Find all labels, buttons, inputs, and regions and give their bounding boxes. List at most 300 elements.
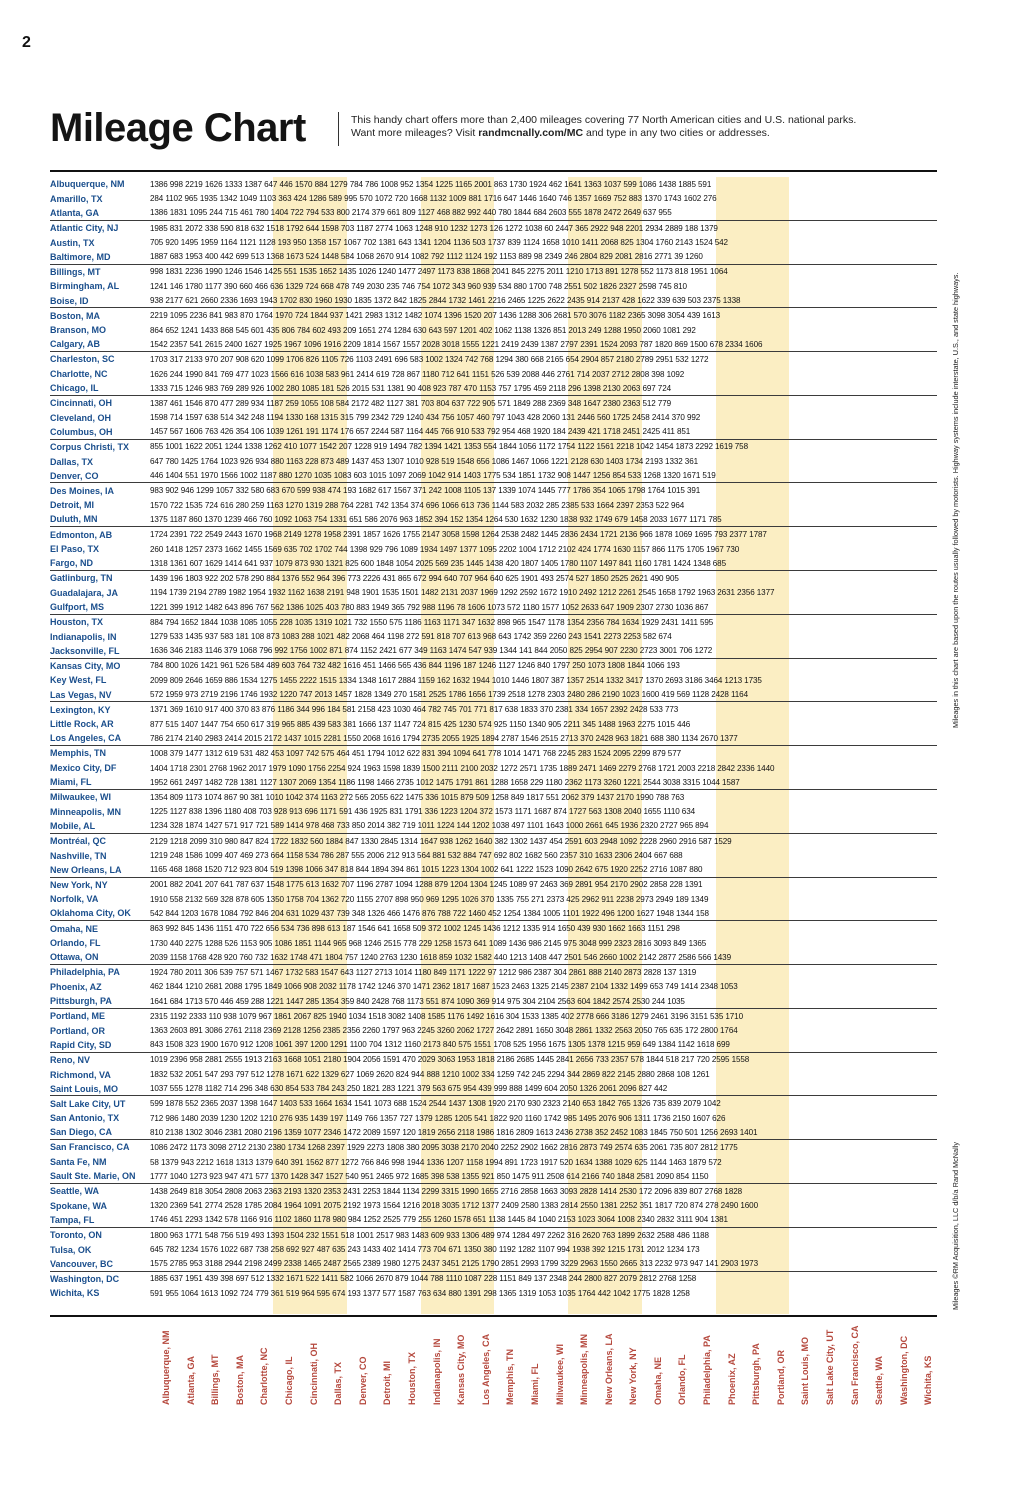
column-header (322, 1320, 344, 1405)
row-mileages: 1019 2396 958 2881 2555 1913 2163 1668 1051 2180 1904 2056 1591 470 2029 3063 1953 1818 2186 2685 1445 2841 2656 733 2357 578 1844 518 217 720 2595 1558 (150, 1055, 750, 1065)
page-title: Mileage Chart (50, 106, 306, 150)
row-city-label: Des Moines, IA (50, 485, 115, 496)
table-row (50, 425, 937, 440)
row-city-label: Denver, CO (50, 470, 99, 481)
table-row (50, 834, 937, 849)
row-city-label: Oklahoma City, OK (50, 908, 131, 919)
table-row (50, 863, 937, 878)
table-row (50, 1199, 937, 1214)
column-header (568, 1320, 590, 1405)
table-row (50, 1009, 937, 1024)
table-row (50, 294, 937, 309)
row-mileages: 1404 1718 2301 2768 1962 2017 1979 1090 1756 2254 924 1963 1598 1839 1500 2111 2100 2032 1272 2571 1735 1889 2471 1469 2279 2768 1721 2003 2218 2842 2336 1440 (150, 763, 775, 773)
row-city-label: Albuquerque, NM (50, 179, 125, 190)
column-header (224, 1320, 245, 1405)
row-city-label: Calgary, AB (50, 339, 101, 350)
row-city-label: Wichita, KS (50, 1288, 100, 1299)
row-mileages: 1386 1831 1095 244 715 461 780 1404 722 794 533 800 2174 379 661 809 1127 468 882 992 440 780 1844 684 2603 555 1878 2472 2649 637 955 (150, 208, 672, 218)
column-header (642, 1320, 663, 1405)
table-row (50, 921, 937, 936)
row-mileages: 1746 451 2293 1342 578 1166 916 1102 1860 1178 980 984 1252 2525 779 255 1260 1578 651 1138 1445 84 1040 2153 1023 3064 1008 2340 2832 3111 904 1381 (150, 1215, 728, 1225)
row-mileages: 260 1418 1257 2373 1662 1455 1569 635 702 1702 744 1398 929 796 1089 1934 1497 1377 1095 2202 1004 1712 2102 424 1774 1630 1157 866 1175 1705 1967 730 (150, 544, 740, 554)
row-city-label: Guadalajara, JA (50, 587, 119, 598)
row-mileages: 2219 1095 2236 841 983 870 1764 1970 724 1844 937 1421 2983 1312 1482 1074 1396 1520 207 1436 1288 306 2681 570 3076 1182 2365 3098 3054 439 1613 (150, 311, 721, 321)
row-city-label: Mobile, AL (50, 820, 96, 831)
row-mileages: 1832 532 2051 547 293 797 512 1278 1671 622 1329 627 1069 2620 824 944 888 1210 1002 334 1259 742 245 2294 344 2869 822 2145 2880 2868 108 1261 (150, 1070, 710, 1080)
row-city-label: Washington, DC (50, 1273, 120, 1284)
row-mileages: 1165 468 1868 1520 712 923 804 519 1398 1066 347 818 844 1894 394 861 1015 1223 1304 1002 641 1222 1523 1090 2642 675 1920 2252 2716 1087 880 (150, 865, 703, 875)
row-mileages: 863 992 845 1436 1151 470 722 656 534 736 898 613 187 1546 641 1658 509 372 1002 1245 1436 1212 1335 914 1650 439 930 1662 1663 1151 298 (150, 924, 680, 934)
row-mileages: 1777 1040 1273 923 947 471 577 1370 1428 347 1527 540 951 2465 972 1685 398 538 1355 921 850 1475 911 2508 614 2166 740 1848 2581 2090 854 1150 (150, 1171, 709, 1181)
row-city-label: Richmond, VA (50, 1069, 111, 1080)
column-header (248, 1320, 270, 1405)
row-mileages: 1626 244 1990 841 769 477 1023 1566 616 1038 583 961 2414 619 728 867 1180 712 641 1151 526 539 2088 446 2761 714 2037 2712 2808 398 1092 (150, 369, 685, 379)
row-city-label: Billings, MT (50, 266, 101, 277)
row-city-label: New York, NY (50, 879, 108, 890)
row-city-label: Omaha, NE (50, 923, 99, 934)
side-note (941, 188, 960, 728)
table-row (50, 498, 937, 513)
column-header (789, 1320, 811, 1405)
table-row (50, 221, 937, 236)
row-city-label: Portland, ME (50, 1011, 106, 1022)
row-city-label: Dallas, TX (50, 456, 94, 467)
row-mileages: 1241 146 1780 1177 390 660 466 636 1329 724 668 478 749 2030 235 746 754 1072 343 960 939 534 880 1700 748 2551 502 1826 2327 2598 745 810 (150, 281, 687, 291)
column-header (470, 1320, 491, 1405)
table-row (50, 600, 937, 615)
column-header (371, 1320, 393, 1405)
table-row (50, 440, 937, 455)
row-city-label: Cleveland, OH (50, 412, 112, 423)
column-header-text: San Francisco, CA (849, 1325, 860, 1405)
row-city-label: Philadelphia, PA (50, 967, 120, 978)
table-row (50, 965, 937, 980)
table-row (50, 892, 937, 907)
table-row (50, 673, 937, 688)
table-row (50, 469, 937, 484)
column-header-text: Miami, FL (529, 1363, 540, 1405)
table-row (50, 980, 937, 995)
row-city-label: Miami, FL (50, 777, 92, 788)
table-row (50, 1272, 937, 1287)
column-header-text: Denver, CO (357, 1356, 368, 1405)
table-row (50, 1155, 937, 1170)
table-row (50, 702, 937, 717)
row-city-label: Nashville, TN (50, 850, 107, 861)
row-mileages: 1221 399 1912 1482 643 896 767 562 1386 1025 403 780 883 1949 365 792 988 1196 78 1606 1073 572 1180 1577 1052 2633 647 1909 2307 2730 1036 867 (150, 602, 709, 612)
column-header-text: Atlanta, GA (185, 1355, 196, 1405)
row-mileages: 1924 780 2011 306 539 757 571 1467 1732 583 1547 643 1127 2713 1014 1180 849 1171 1222 97 1212 986 2387 304 2861 888 2140 2873 2828 137 1319 (150, 967, 697, 977)
row-city-label: San Antonio, TX (50, 1113, 120, 1124)
table-row (50, 586, 937, 601)
table-row (50, 177, 937, 192)
row-mileages: 1387 461 1546 870 477 289 934 1187 259 1055 108 584 2172 482 1127 381 703 804 637 722 905 571 1849 288 2369 348 1647 2380 2363 512 779 (150, 398, 672, 408)
row-mileages: 712 986 1480 2039 1230 1202 1210 276 935 1439 197 1149 766 1357 727 1379 1285 1205 541 1822 920 1160 1742 985 1495 2076 906 1311 1736 2150 1607 626 (150, 1113, 726, 1123)
table-row (50, 907, 937, 922)
table-row (50, 1067, 937, 1082)
table-row (50, 644, 937, 659)
row-mileages: 1320 2369 541 2774 2528 1785 2084 1964 1091 2075 2192 1973 1564 1216 2018 3035 1712 1377 2409 2580 1383 2814 2550 1381 2252 351 1817 720 874 278 2490 1600 (150, 1201, 758, 1211)
row-city-label: Orlando, FL (50, 938, 101, 949)
row-mileages: 1570 722 1535 724 616 280 259 1163 1270 1319 288 764 2281 742 1354 374 696 1066 613 736 1144 583 2032 285 2385 533 1664 2397 2353 522 964 (150, 500, 685, 510)
row-mileages: 542 844 1203 1678 1084 792 846 204 631 1029 437 739 348 1326 466 1476 876 788 722 1460 452 1254 1384 1005 1101 1922 496 1200 1627 1948 1344 158 (150, 908, 709, 918)
row-city-label: Las Vegas, NV (50, 689, 112, 700)
row-mileages: 1386 998 2219 1626 1333 1387 647 446 1570 884 1279 784 786 1008 952 1354 1225 1165 2001 863 1730 1924 462 1641 1363 1037 599 1086 1438 1885 591 (150, 179, 712, 189)
row-city-label: Spokane, WA (50, 1200, 108, 1211)
table-row (50, 790, 937, 805)
table-row (50, 819, 937, 834)
intro-line-1: This handy chart offers more than 2,400 mileages covering 77 North American cities and U.S. national parks. (351, 114, 857, 126)
column-header-text: Washington, DC (898, 1335, 909, 1405)
column-header-text: Cincinnati, OH (308, 1342, 319, 1405)
row-city-label: Cincinnati, OH (50, 398, 113, 409)
row-city-label: Houston, TX (50, 617, 103, 628)
row-city-label: Memphis, TN (50, 748, 107, 759)
column-header (421, 1320, 442, 1405)
table-row (50, 483, 937, 498)
column-header (298, 1320, 319, 1405)
row-mileages: 1703 317 2133 970 207 908 620 1099 1706 826 1105 726 1103 2491 696 583 1002 1324 742 768 1294 380 668 2165 654 2904 857 2180 2789 2951 532 1272 (150, 354, 709, 364)
table-row (50, 1096, 937, 1111)
website-link[interactable]: randmcnally.com/MC (478, 127, 584, 139)
row-city-label: Edmonton, AB (50, 529, 113, 540)
row-mileages: 938 2177 621 2660 2336 1693 1943 1702 830 1960 1930 1835 1372 842 1825 2844 1732 1461 2216 2465 1225 2622 2435 914 2137 428 1622 339 639 503 2375 1338 (150, 296, 741, 306)
title-divider (338, 112, 339, 146)
column-header (273, 1320, 294, 1405)
row-mileages: 1225 1127 838 1396 1180 408 703 928 913 696 1171 591 436 1925 831 1791 336 1223 1204 372 1573 1171 1687 874 1727 563 1308 2040 1655 1110 634 (150, 807, 696, 817)
row-city-label: Key West, FL (50, 675, 107, 686)
row-mileages: 1333 715 1246 983 769 289 926 1002 280 1085 181 526 2015 531 1381 90 408 923 787 470 1153 757 1795 459 2118 296 1398 2130 2063 697 724 (150, 383, 672, 393)
column-header (175, 1320, 196, 1405)
row-mileages: 1800 963 1771 548 756 519 493 1393 1504 232 1551 518 1001 2517 983 1483 609 933 1306 489 974 1284 497 2262 316 2620 763 1899 2632 2588 486 1188 (150, 1230, 709, 1240)
row-city-label: Tulsa, OK (50, 1244, 92, 1255)
row-city-label: Pittsburgh, PA (50, 996, 112, 1007)
row-city-label: Baltimore, MD (50, 251, 111, 262)
table-row (50, 556, 937, 571)
row-mileages: 1008 379 1477 1312 619 531 482 453 1097 742 575 464 451 1794 1012 622 831 394 1094 641 778 1014 1471 768 2245 283 1524 2095 2299 879 577 (150, 748, 682, 758)
row-mileages: 1375 1187 860 1370 1239 466 760 1092 1063 754 1331 651 586 2076 963 1852 394 152 1354 1264 530 1632 1230 1838 932 1749 679 1458 2033 1677 1171 785 (150, 514, 722, 524)
table-row (50, 381, 937, 396)
table-row (50, 994, 937, 1009)
row-city-label: Duluth, MN (50, 514, 98, 525)
row-city-label: Ottawa, ON (50, 952, 99, 963)
row-city-label: Boise, ID (50, 295, 89, 306)
row-city-label: Boston, MA (50, 310, 100, 321)
table-row (50, 338, 937, 353)
row-mileages: 572 1959 973 2719 2196 1746 1932 1220 747 2013 1457 1828 1349 270 1581 2525 1786 1656 1739 2518 1278 2303 2480 286 2190 1023 1600 419 569 1128 2428 1164 (150, 690, 748, 700)
row-city-label: Rapid City, SD (50, 1039, 112, 1050)
column-header-text: Seattle, WA (874, 1355, 885, 1405)
table-row (50, 1023, 937, 1038)
column-header-text: Minneapolis, MN (579, 1333, 590, 1405)
row-mileages: 1371 369 1610 917 400 370 83 876 1186 344 996 184 581 2158 423 1030 464 782 745 701 771 817 638 1833 370 2381 334 1657 2392 2428 533 773 (150, 705, 679, 715)
table-row (50, 265, 937, 280)
row-mileages: 446 1404 551 1970 1566 1002 1187 880 1270 1035 1083 603 1015 1097 2069 1042 914 1403 1775 534 1851 1732 908 1447 1256 854 533 1268 1320 1671 519 (150, 471, 716, 481)
column-header (494, 1320, 516, 1405)
row-city-label: Columbus, OH (50, 426, 113, 437)
row-mileages: 1952 661 2497 1482 728 1381 1127 1307 2069 1354 1186 1198 1466 2735 1012 1475 1791 861 1288 1658 229 1180 2362 1173 3260 1221 2544 3038 3315 1044 1587 (150, 777, 740, 787)
bottom-rule (50, 1315, 937, 1317)
table-row (50, 1242, 937, 1257)
row-mileages: 1439 196 1803 922 202 578 290 884 1376 552 964 396 773 2226 431 865 672 994 640 707 964 640 625 1901 493 2574 527 1850 2525 2621 490 905 (150, 573, 679, 583)
column-header-text: Kansas City, MO (456, 1334, 467, 1405)
row-mileages: 2099 809 2646 1659 886 1534 1275 1455 2222 1515 1334 1348 1617 2884 1159 162 1632 1944 1010 1446 1807 387 1357 2514 1332 3417 1370 2693 3186 3464 1213 1735 (150, 675, 762, 685)
column-header (839, 1320, 860, 1405)
row-city-label: Austin, TX (50, 237, 95, 248)
table-row (50, 746, 937, 761)
row-city-label: New Orleans, LA (50, 864, 122, 875)
column-header (199, 1320, 221, 1405)
row-mileages: 1086 2472 1173 3098 2712 2130 2380 1734 1268 2397 1929 2273 1808 380 2095 3038 2170 2040 2252 2902 1662 2816 2873 749 2574 635 2061 735 807 2812 1775 (150, 1142, 738, 1152)
column-header-text: Los Angeles, CA (480, 1333, 491, 1405)
row-mileages: 647 780 1425 1764 1023 926 934 880 1163 228 873 489 1437 453 1307 1010 928 519 1548 656 1086 1467 1066 1221 2128 630 1403 1734 2193 1332 361 (150, 457, 699, 467)
row-mileages: 1885 637 1951 439 398 697 512 1332 1671 522 1411 582 1066 2670 879 1044 788 1110 1087 228 1151 849 137 2348 244 2800 827 2079 2812 2768 1258 (150, 1274, 697, 1284)
row-city-label: Reno, NV (50, 1054, 91, 1065)
row-mileages: 645 782 1234 1576 1022 687 738 258 692 927 487 635 243 1433 402 1414 773 704 671 1350 380 1192 1282 1107 994 1938 392 1215 1731 2012 1234 173 (150, 1245, 700, 1255)
table-row (50, 717, 937, 732)
row-city-label: Norfolk, VA (50, 894, 99, 905)
row-city-label: Lexington, KY (50, 704, 111, 715)
intro-text (351, 114, 931, 140)
row-mileages: 2001 882 2041 207 641 787 637 1548 1775 613 1632 707 1196 2787 1094 1288 879 1204 1304 1245 1089 97 2463 369 2891 954 2170 2902 2858 228 1391 (150, 880, 703, 890)
column-header (617, 1320, 639, 1405)
row-city-label: Amarillo, TX (50, 193, 103, 204)
column-header (740, 1320, 762, 1405)
row-mileages: 1279 533 1435 937 583 181 108 873 1083 288 1021 482 2068 464 1198 272 591 818 707 613 968 643 1742 359 2260 243 1541 2273 2253 582 674 (150, 632, 672, 642)
copyright-text: Mileages ©RM Acquisition, LLC d/b/a Rand McNally (951, 1141, 960, 1310)
row-mileages: 1636 346 2183 1146 379 1068 796 992 1756 1002 871 874 1152 2421 677 349 1163 1474 547 939 1344 141 844 2050 825 2954 907 2230 2723 3001 706 1272 (150, 646, 713, 656)
table-row (50, 878, 937, 893)
row-city-label: Milwaukee, WI (50, 792, 112, 803)
row-mileages: 1542 2357 541 2615 2400 1627 1925 1967 1096 1916 2209 1814 1567 1557 2028 3018 1555 1221 2419 2439 1387 2797 2391 1524 2093 787 1820 869 1500 678 2334 1606 (150, 339, 763, 349)
row-city-label: Saint Louis, MO (50, 1083, 119, 1094)
top-rule (50, 170, 937, 172)
table-row (50, 411, 937, 426)
row-city-label: Portland, OR (50, 1025, 106, 1036)
column-header (593, 1320, 614, 1405)
row-mileages: 1641 684 1713 570 446 459 288 1221 1447 285 1354 359 840 2428 768 1173 551 874 1090 369 914 975 304 2104 2563 604 1842 2574 2530 244 1035 (150, 996, 685, 1006)
row-city-label: El Paso, TX (50, 544, 100, 555)
table-row (50, 936, 937, 951)
column-header (445, 1320, 467, 1405)
column-header-text: Indianapolis, IN (431, 1338, 442, 1405)
column-header-text: Boston, MA (234, 1355, 245, 1405)
row-city-label: Chicago, IL (50, 383, 99, 394)
table-row (50, 396, 937, 411)
column-header-text: Milwaukee, WI (554, 1343, 565, 1405)
table-row (50, 250, 937, 265)
row-mileages: 1234 328 1874 1427 571 917 721 589 1414 978 468 733 850 2014 382 719 1011 1224 144 1202 1038 497 1101 1643 1000 2661 645 1936 2320 2727 965 894 (150, 821, 709, 831)
row-mileages: 591 955 1064 1613 1092 724 779 361 519 964 595 674 193 1377 577 1587 763 634 880 1391 298 1365 1319 1053 1035 1764 442 1042 1775 1828 1258 (150, 1288, 690, 1298)
column-header (396, 1320, 417, 1405)
row-mileages: 1318 1361 607 1629 1414 641 937 1079 873 930 1321 825 600 1848 1054 2025 569 235 1445 1438 420 1807 1405 1780 1107 1497 841 1160 1781 1424 1348 685 (150, 558, 726, 568)
row-mileages: 1887 683 1953 400 442 699 513 1368 1673 524 1448 584 1068 2670 914 1082 792 1112 1124 192 1153 889 98 2349 246 2804 829 2081 2816 2771 39 1260 (150, 252, 703, 262)
column-header-text: New Orleans, LA (603, 1333, 614, 1405)
row-city-label: Jacksonville, FL (50, 645, 120, 656)
row-mileages: 1598 714 1597 638 514 342 248 1194 1330 168 1315 315 799 2342 729 1240 434 756 1057 460 797 1043 428 2060 131 2446 560 1725 2458 2414 370 992 (150, 413, 701, 423)
column-header-text: New York, NY (628, 1347, 639, 1405)
table-row (50, 1140, 937, 1155)
column-header-text: Houston, TX (406, 1352, 417, 1405)
intro-line-2-end: and type in any two cities or addresses. (583, 127, 770, 139)
row-mileages: 983 902 946 1299 1057 332 580 683 670 599 938 474 193 1682 617 1567 371 242 1008 1105 137 1339 1074 1445 777 1786 354 1065 1798 1764 1015 391 (150, 486, 701, 496)
row-city-label: Birmingham, AL (50, 281, 120, 292)
row-city-label: Minneapolis, MN (50, 806, 122, 817)
intro-line-2-start: Want more mileages? Visit (351, 127, 479, 139)
row-city-label: Mexico City, DF (50, 763, 117, 774)
column-header (666, 1320, 688, 1405)
side-note-text: Mileages in this chart are based upon the routes usually followed by motorists. Highway systems include interstate, U.S., and state highways. (951, 272, 960, 728)
row-city-label: Gulfport, MS (50, 602, 104, 613)
table-row (50, 571, 937, 586)
row-city-label: Toronto, ON (50, 1230, 102, 1241)
table-row (50, 1257, 937, 1272)
column-headers (150, 1320, 937, 1405)
column-header (765, 1320, 786, 1405)
column-header-text: Portland, OR (775, 1349, 786, 1405)
row-mileages: 2315 1192 2333 110 938 1079 967 1861 2067 825 1940 1034 1518 3082 1408 1585 1176 1492 1616 304 1533 1385 402 2778 666 3186 1279 2461 3196 3151 535 1710 (150, 1011, 743, 1021)
table-row (50, 659, 937, 674)
row-city-label: Charlotte, NC (50, 369, 108, 380)
table-row (50, 629, 937, 644)
column-header (912, 1320, 934, 1405)
row-city-label: San Francisco, CA (50, 1142, 130, 1153)
column-header-text: Phoenix, AZ (726, 1353, 737, 1405)
row-mileages: 877 515 1407 1447 754 650 617 319 965 885 439 583 381 1666 137 1147 724 815 425 1230 574 925 1150 1340 905 2211 345 1488 1963 2275 1015 446 (150, 719, 691, 729)
row-city-label: Phoenix, AZ (50, 981, 102, 992)
row-city-label: Little Rock, AR (50, 719, 114, 730)
table-row (50, 1053, 937, 1068)
table-row (50, 367, 937, 382)
row-mileages: 1219 248 1586 1099 407 469 273 664 1158 534 786 287 555 2006 212 913 564 881 532 884 747 692 802 1682 560 2357 310 1633 2306 2404 667 688 (150, 851, 683, 861)
column-header (347, 1320, 368, 1405)
page-number: 2 (22, 34, 31, 51)
row-mileages: 284 1102 965 1935 1342 1049 1103 363 424 1286 589 995 570 1072 720 1668 1132 1009 881 1716 647 1446 1640 746 1357 1669 752 883 1370 1743 1602 276 (150, 194, 717, 204)
row-city-label: Santa Fe, NM (50, 1157, 107, 1168)
row-mileages: 855 1001 1622 2051 1244 1338 1262 410 1077 1542 207 1228 919 1494 782 1394 1421 1353 554 1844 1056 1172 1754 1122 1561 2218 1042 1454 1873 2292 1619 758 (150, 442, 748, 452)
row-mileages: 998 1831 2236 1990 1246 1546 1425 551 1535 1652 1435 1026 1240 1477 2497 1173 838 1868 2041 845 2275 2011 1210 1713 891 1278 552 1173 818 1951 1064 (150, 267, 728, 277)
column-header-text: Dallas, TX (333, 1361, 344, 1405)
row-mileages: 1037 555 1278 1182 714 296 348 630 854 533 784 243 250 1821 283 1221 379 563 675 954 439 999 888 1499 604 2050 1326 2061 2096 827 442 (150, 1084, 668, 1094)
row-mileages: 843 1508 323 1900 1670 912 1208 1061 397 1200 1291 1100 704 1312 1160 2173 840 575 1551 1708 525 1956 1675 1305 1378 1215 959 649 1384 1142 1618 699 (150, 1040, 730, 1050)
table-row (50, 527, 937, 542)
row-mileages: 2039 1158 1768 428 920 760 732 1632 1748 471 1804 757 1240 2763 1230 1618 859 1032 1582 440 1213 1408 447 2501 546 2660 1002 2142 2877 2586 566 1439 (150, 952, 731, 962)
table-row (50, 279, 937, 294)
table-row (50, 1228, 937, 1243)
row-city-label: Charleston, SC (50, 354, 115, 365)
row-mileages: 884 794 1652 1844 1038 1085 1055 228 1035 1319 1021 732 1550 575 1186 1163 1171 347 1632 898 965 1547 1178 1354 2356 784 1634 1929 2431 1411 595 (150, 617, 714, 627)
row-mileages: 1354 809 1173 1074 867 90 381 1010 1042 374 1163 272 565 2055 622 1475 336 1015 879 509 1258 849 1817 551 2062 379 1437 2170 1990 788 763 (150, 792, 685, 802)
row-mileages: 784 800 1026 1421 961 526 584 489 603 764 732 482 1616 451 1466 565 436 844 1196 187 1246 1127 1246 840 1797 250 1073 1808 1844 1066 193 (150, 661, 680, 671)
column-header (716, 1320, 737, 1405)
row-mileages: 462 1844 1210 2681 2088 1795 1849 1066 908 2032 1178 1742 1246 370 1471 2362 1817 1687 1523 2463 1325 2145 2387 2104 1332 1499 653 749 1414 2348 1053 (150, 982, 738, 992)
row-mileages: 1730 440 2275 1288 526 1153 905 1086 1851 1144 965 968 1246 2515 778 229 1258 1573 641 1089 1436 986 2145 975 3048 999 2323 2816 3093 849 1365 (150, 938, 707, 948)
column-header-text: Charlotte, NC (259, 1347, 270, 1405)
copyright-note (941, 1030, 960, 1310)
row-city-label: Montréal, QC (50, 836, 107, 847)
table-row (50, 761, 937, 776)
row-mileages: 1724 2391 722 2549 2443 1670 1968 2149 1278 1958 2391 1857 1626 1755 2147 3058 1598 1264 2538 2482 1445 2836 2434 1721 2136 966 1878 1069 1695 793 2377 1787 (150, 530, 767, 540)
column-header (150, 1320, 171, 1405)
table-row (50, 454, 937, 469)
row-city-label: Branson, MO (50, 325, 107, 336)
table-row (50, 950, 937, 965)
row-mileages: 2129 1218 2099 310 980 847 824 1722 1832 560 1884 847 1330 2845 1314 1647 938 1262 1640 382 1302 1437 454 2591 603 2948 1092 2228 2960 2916 587 1529 (150, 836, 732, 846)
row-mileages: 864 652 1241 1433 868 545 601 435 806 784 602 493 209 1651 274 1284 630 643 597 1201 402 1062 1138 1326 851 2013 249 1288 1950 2060 1081 292 (150, 325, 696, 335)
row-city-label: Fargo, ND (50, 558, 94, 569)
row-mileages: 599 1878 552 2365 2037 1398 1647 1403 533 1664 1634 1541 1073 688 1524 2544 1437 1308 1920 2170 930 2323 2140 653 1842 765 1326 735 839 2079 1042 (150, 1099, 721, 1109)
table-row (50, 1184, 937, 1199)
row-city-label: Indianapolis, IN (50, 631, 117, 642)
table-row (50, 1126, 937, 1141)
table-row (50, 1082, 937, 1097)
row-mileages: 58 1379 943 2212 1618 1313 1379 640 391 1562 877 1272 766 846 998 1944 1336 1207 1158 1994 891 1723 1917 520 1634 1388 1029 625 1144 1463 1879 572 (150, 1157, 722, 1167)
table-row (50, 848, 937, 863)
table-row (50, 1286, 937, 1301)
row-mileages: 1575 2785 953 3188 2944 2198 2499 2338 1465 2487 2565 2389 1980 1275 2437 3451 2125 1790 2851 2993 1799 3229 2963 1550 2665 313 2232 973 947 141 2903 1973 (150, 1259, 758, 1269)
row-city-label: Atlanta, GA (50, 207, 100, 218)
column-header-text: Billings, MT (210, 1354, 221, 1405)
table-row (50, 615, 937, 630)
table-row (50, 192, 937, 207)
column-header-text: Memphis, TN (505, 1348, 516, 1405)
column-header (814, 1320, 836, 1405)
column-header (519, 1320, 540, 1405)
table-row (50, 732, 937, 747)
row-mileages: 1194 1739 2194 2789 1982 1954 1932 1162 1638 2191 948 1901 1535 1501 1482 2131 2037 1969 1292 2592 1672 1910 2492 1212 2261 2545 1658 1792 1963 2631 2356 1377 (150, 588, 775, 598)
mileage-table (50, 177, 937, 1301)
table-row (50, 688, 937, 703)
row-city-label: Los Angeles, CA (50, 733, 122, 744)
column-header-text: Chicago, IL (283, 1356, 294, 1405)
column-header-text: Detroit, MI (382, 1361, 393, 1405)
row-mileages: 1457 567 1606 763 426 354 106 1039 1261 191 1174 176 657 2244 587 1164 445 766 910 533 792 954 468 1920 184 2439 421 1718 2451 2425 411 851 (150, 427, 691, 437)
row-city-label: San Diego, CA (50, 1127, 113, 1138)
row-mileages: 1363 2603 891 3086 2761 2118 2369 2128 1256 2385 2356 2260 1797 963 2245 3260 2062 1727 2642 2891 1650 3048 2861 1332 2563 2050 765 635 172 2800 1764 (150, 1026, 738, 1036)
intro-line-2 (351, 127, 931, 140)
column-header-text: Albuquerque, NM (161, 1330, 171, 1405)
row-city-label: Tampa, FL (50, 1214, 95, 1225)
column-header (544, 1320, 565, 1405)
column-header-text: Omaha, NE (652, 1356, 663, 1405)
table-row (50, 1169, 937, 1184)
row-city-label: Gatlinburg, TN (50, 573, 113, 584)
column-header-text: Orlando, FL (677, 1354, 688, 1405)
column-header-text: Saint Louis, MO (800, 1336, 811, 1405)
column-header-text: Wichita, KS (923, 1355, 934, 1405)
row-city-label: Vancouver, BC (50, 1258, 114, 1269)
column-header-text: Pittsburgh, PA (751, 1343, 762, 1405)
row-mileages: 1910 558 2132 569 328 878 605 1350 1758 704 1362 720 1155 2707 898 950 969 1295 1026 370 1335 755 271 2373 425 2962 911 2238 2973 2949 189 1349 (150, 894, 709, 904)
table-row (50, 1213, 937, 1228)
row-mileages: 786 2174 2140 2983 2414 2015 2172 1437 1015 2281 1550 2068 1616 1794 2735 2055 1925 1894 2787 1546 2515 2713 370 2428 963 1821 688 380 1134 2670 1377 (150, 733, 738, 743)
column-header (691, 1320, 713, 1405)
row-mileages: 810 2138 1302 3046 2381 2080 2196 1359 1077 2346 1472 2089 1597 120 1819 2656 2118 1986 1816 2809 1613 2436 2738 352 2452 1083 1845 750 501 1256 2693 1401 (150, 1127, 758, 1137)
column-header (888, 1320, 909, 1405)
row-city-label: Sault Ste. Marie, ON (50, 1171, 136, 1182)
table-row (50, 323, 937, 338)
row-mileages: 1985 831 2072 338 590 818 632 1518 1792 644 1598 703 1187 2774 1063 1248 910 1232 1273 126 1272 1038 60 2447 365 2922 948 2201 2934 2889 188 1379 (150, 223, 718, 233)
row-mileages: 705 920 1495 1959 1164 1121 1128 193 950 1358 157 1067 702 1381 643 1341 1204 1136 503 1737 839 1124 1658 1010 1411 2068 825 1304 1760 2143 1524 542 (150, 238, 728, 248)
table-row (50, 308, 937, 323)
row-city-label: Atlantic City, NJ (50, 223, 119, 234)
table-row (50, 352, 937, 367)
table-row (50, 542, 937, 557)
column-header-text: Salt Lake City, UT (825, 1329, 836, 1405)
row-city-label: Kansas City, MO (50, 660, 121, 671)
table-row (50, 513, 937, 528)
row-city-label: Corpus Christi, TX (50, 441, 130, 452)
